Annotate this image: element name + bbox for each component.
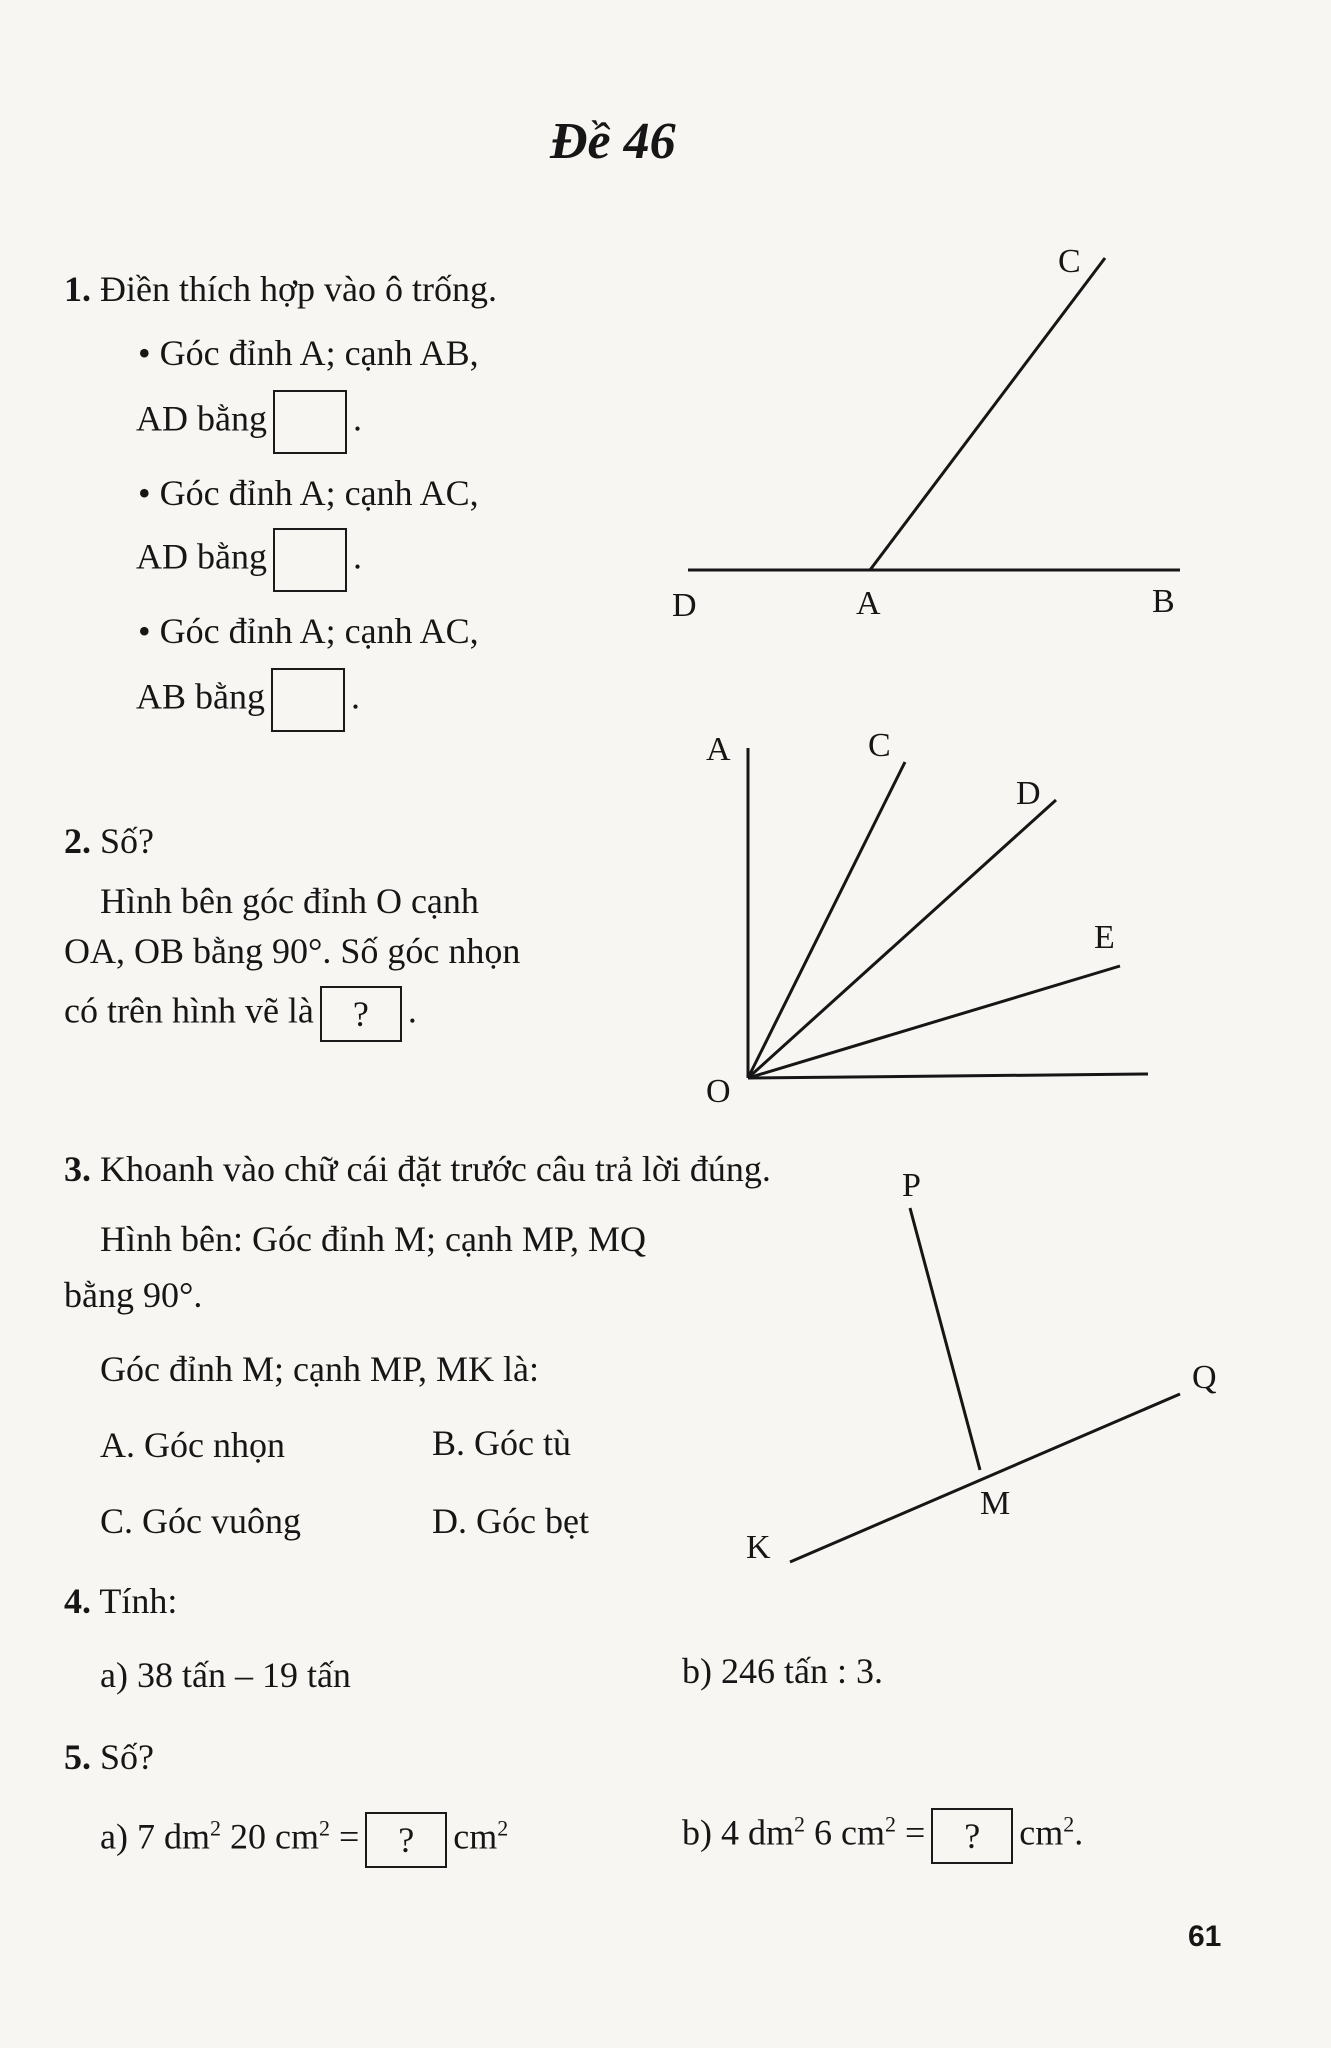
q3-line2: bằng 90°. [64, 1275, 203, 1315]
label-p: P [902, 1167, 921, 1204]
q1-item-3-line2: AB bằng . [136, 668, 360, 732]
question-number: 5. [64, 1737, 91, 1777]
label-c: C [1058, 243, 1081, 280]
question-text: Tính: [99, 1581, 178, 1621]
answer-box[interactable]: ? [931, 1808, 1013, 1864]
q5-part-a: a) 7 $dm^2$ 20 $cm^2$ = ? $cm^2$ [100, 1812, 508, 1868]
label-c: C [868, 727, 891, 764]
label-b: B [1152, 583, 1175, 620]
question-text: Số? [100, 1737, 154, 1777]
question-5-prompt [64, 1738, 154, 1778]
question-text: Điền thích hợp vào ô trống. [100, 269, 497, 309]
answer-box[interactable]: ? [365, 1812, 447, 1868]
page-number: 61 [1188, 1920, 1222, 1953]
q1-item-1-line1: • Góc đỉnh A; cạnh AB, [138, 333, 479, 373]
ray-mp [910, 1208, 980, 1470]
q2-line1: Hình bên góc đỉnh O cạnh [100, 881, 479, 921]
question-number: 1. [64, 269, 91, 309]
option-a[interactable]: A. Góc nhọn [100, 1425, 285, 1465]
option-d[interactable]: D. Góc bẹt [432, 1501, 589, 1541]
label-o: O [706, 1073, 731, 1110]
q5-part-b: b) 4 $dm^2$ 6 $cm^2$ = ? $cm^2$. [682, 1808, 1083, 1864]
q1-item-2-line2: AD bằng . [136, 528, 362, 592]
label-d: D [672, 587, 697, 624]
q3-line3: Góc đỉnh M; cạnh MP, MK là: [100, 1349, 539, 1389]
line-kq [790, 1394, 1180, 1562]
label-k: K [746, 1529, 771, 1566]
option-c[interactable]: C. Góc vuông [100, 1501, 301, 1541]
option-b[interactable]: B. Góc tù [432, 1423, 571, 1463]
question-4-prompt [64, 1582, 177, 1622]
q4-part-b: b) 246 tấn : 3. [682, 1651, 883, 1691]
q2-line3: có trên hình vẽ là ? . [64, 986, 417, 1042]
question-number: 2. [64, 821, 91, 861]
q3-line1: Hình bên: Góc đỉnh M; cạnh MP, MQ [100, 1219, 646, 1259]
label-a: A [856, 585, 881, 622]
label-e: E [1094, 919, 1115, 956]
q1-item-1-line2: AD bằng . [136, 390, 362, 454]
question-text: Số? [100, 821, 154, 861]
q1-item-3-line1: • Góc đỉnh A; cạnh AC, [138, 611, 479, 651]
q4-part-a: a) 38 tấn – 19 tấn [100, 1655, 351, 1695]
page-title: Đề 46 [550, 113, 676, 170]
answer-box[interactable]: ? [320, 986, 402, 1042]
label-m: M [980, 1485, 1011, 1522]
label-q: Q [1192, 1359, 1217, 1396]
q2-line2: OA, OB bằng 90°. Số góc nhọn [64, 931, 521, 971]
question-text: Khoanh vào chữ cái đặt trước câu trả lời đúng. [100, 1149, 771, 1189]
question-number: 3. [64, 1149, 91, 1189]
label-d: D [1016, 775, 1041, 812]
q1-item-2-line1: • Góc đỉnh A; cạnh AC, [138, 473, 479, 513]
question-number: 4. [64, 1581, 91, 1621]
label-a: A [706, 731, 731, 768]
